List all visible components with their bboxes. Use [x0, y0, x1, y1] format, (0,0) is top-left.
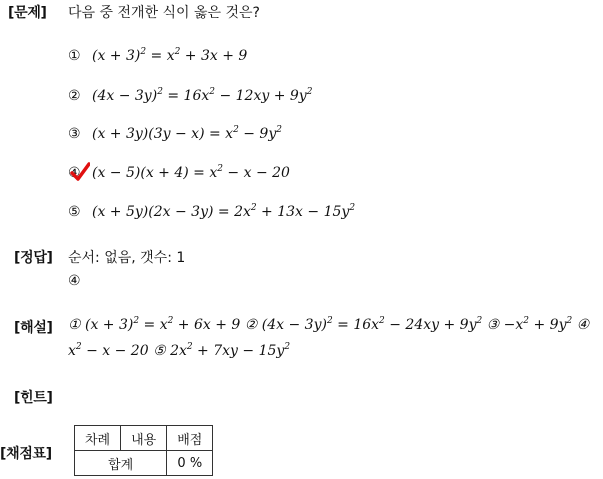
score-header-points: 배점 — [167, 426, 213, 451]
answer-line: 순서: 없음, 갯수: 1 — [68, 250, 186, 266]
answer-value: ④ — [68, 273, 81, 289]
answer-label: [정답] — [14, 250, 53, 266]
problem-label: [문제] — [8, 5, 47, 21]
score-header-content: 내용 — [121, 426, 167, 451]
score-header-order: 차례 — [75, 426, 121, 451]
score-total-label: 합계 — [75, 451, 167, 476]
choice-1: ① $(x + 3)^2 = x^2 + 3x + 9$ — [68, 47, 248, 64]
choice-2: ② $(4x - 3y)^2 = 16x^2 - 12xy + 9y^2$ — [68, 87, 313, 104]
explanation-label: [해설] — [14, 320, 53, 336]
explanation-line-2: $x^2 - x - 20$ ⑤ $2x^2 + 7xy - 15y^2$ — [68, 342, 291, 359]
choice-5: ⑤ $(x + 5y)(2x - 3y) = 2x^2 + 13x - 15y^2$ — [68, 203, 356, 220]
choice-3: ③ $(x + 3y)(3y - x) = x^2 - 9y^2$ — [68, 125, 282, 142]
scoring-label: [채점표] — [0, 446, 52, 462]
score-table — [74, 425, 213, 476]
check-mark-icon — [70, 162, 90, 182]
score-total-value: 0 % — [167, 451, 213, 476]
explanation-line-1: ① $(x + 3)^2 = x^2 + 6x + 9$ ② $(4x - 3y)^2 = 16x^2 - 24xy + 9y^2$ ③ $-x^2 + 9y^2$ ④ — [68, 316, 590, 333]
question-text: 다음 중 전개한 식이 옳은 것은? — [68, 5, 260, 21]
hint-label: [힌트] — [14, 390, 53, 406]
choice-4: ④ $(x - 5)(x + 4) = x^2 - x - 20$ — [68, 164, 290, 181]
